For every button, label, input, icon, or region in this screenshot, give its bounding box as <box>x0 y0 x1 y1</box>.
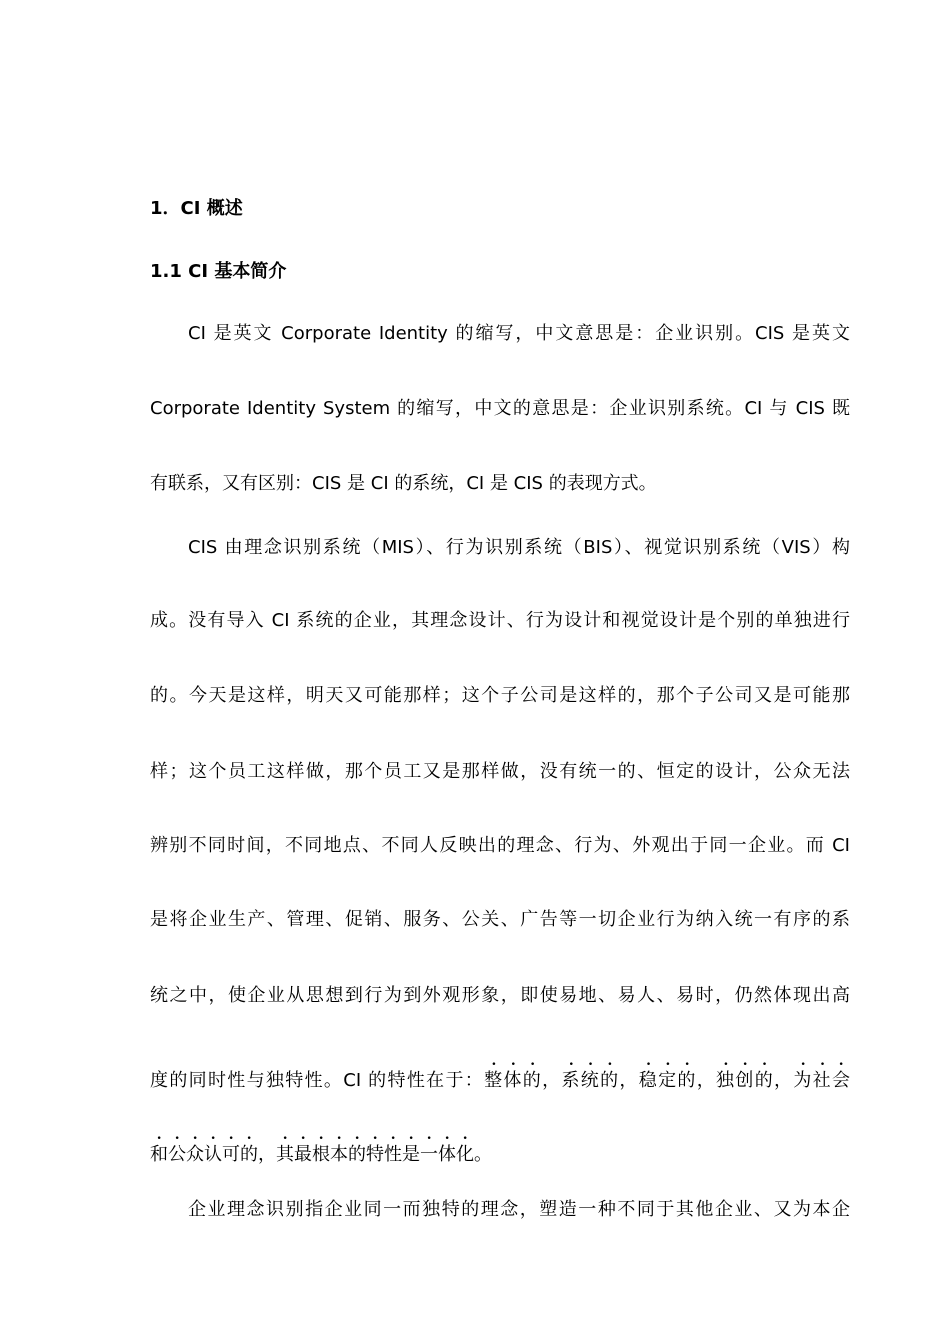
paragraph-2-line-2: 成。没有导入 CI 系统的企业，其理念设计、行为设计和视觉设计是个别的单独进行 <box>150 610 850 631</box>
paragraph-2-line-7: 统之中，使企业从思想到行为到外观形象，即使易地、易人、易时，仍然体现出高 <box>150 985 850 1006</box>
paragraph-2-line-6: 是将企业生产、管理、促销、服务、公关、广告等一切企业行为纳入统一有序的系 <box>150 909 850 930</box>
emphasized-text-continued: 和公众认可的，其最根本的特性是一体化 <box>150 1144 474 1165</box>
line-9-suffix: 。 <box>474 1144 492 1165</box>
paragraph-1-line-1: CI 是英文 Corporate Identity 的缩写，中文意思是：企业识别。CIS 是英文 <box>188 323 850 344</box>
line-8-text: 度的同时性与独特性。CI 的特性在于： <box>150 1070 485 1091</box>
paragraph-2-line-9 <box>150 1134 850 1167</box>
paragraph-2-line-4: 样；这个员工这样做，那个员工又是那样做，没有统一的、恒定的设计，公众无法 <box>150 761 850 782</box>
paragraph-2-line-8 <box>150 1060 850 1093</box>
paragraph-2-line-5: 辨别不同时间，不同地点、不同人反映出的理念、行为、外观出于同一企业。而 CI <box>150 835 850 856</box>
paragraph-1-line-3: 有联系，又有区别：CIS 是 CI 的系统，CI 是 CIS 的表现方式。 <box>150 473 657 494</box>
section-heading: 1．CI 概述 <box>150 198 243 219</box>
paragraph-1-line-2: Corporate Identity System 的缩写，中文的意思是：企业识别系统。CI 与 CIS 既 <box>150 398 850 419</box>
emphasized-text: 整体的，系统的，稳定的，独创的，为社会 <box>484 1070 850 1091</box>
subsection-heading: 1.1 CI 基本简介 <box>150 261 287 282</box>
paragraph-2-line-1: CIS 由理念识别系统（MIS）、行为识别系统（BIS）、视觉识别系统（VIS）构 <box>188 537 850 558</box>
paragraph-3-line-1: 企业理念识别指企业同一而独特的理念，塑造一种不同于其他企业、又为本企 <box>188 1199 850 1220</box>
paragraph-2-line-3: 的。今天是这样，明天又可能那样；这个子公司是这样的，那个子公司又是可能那 <box>150 685 850 706</box>
